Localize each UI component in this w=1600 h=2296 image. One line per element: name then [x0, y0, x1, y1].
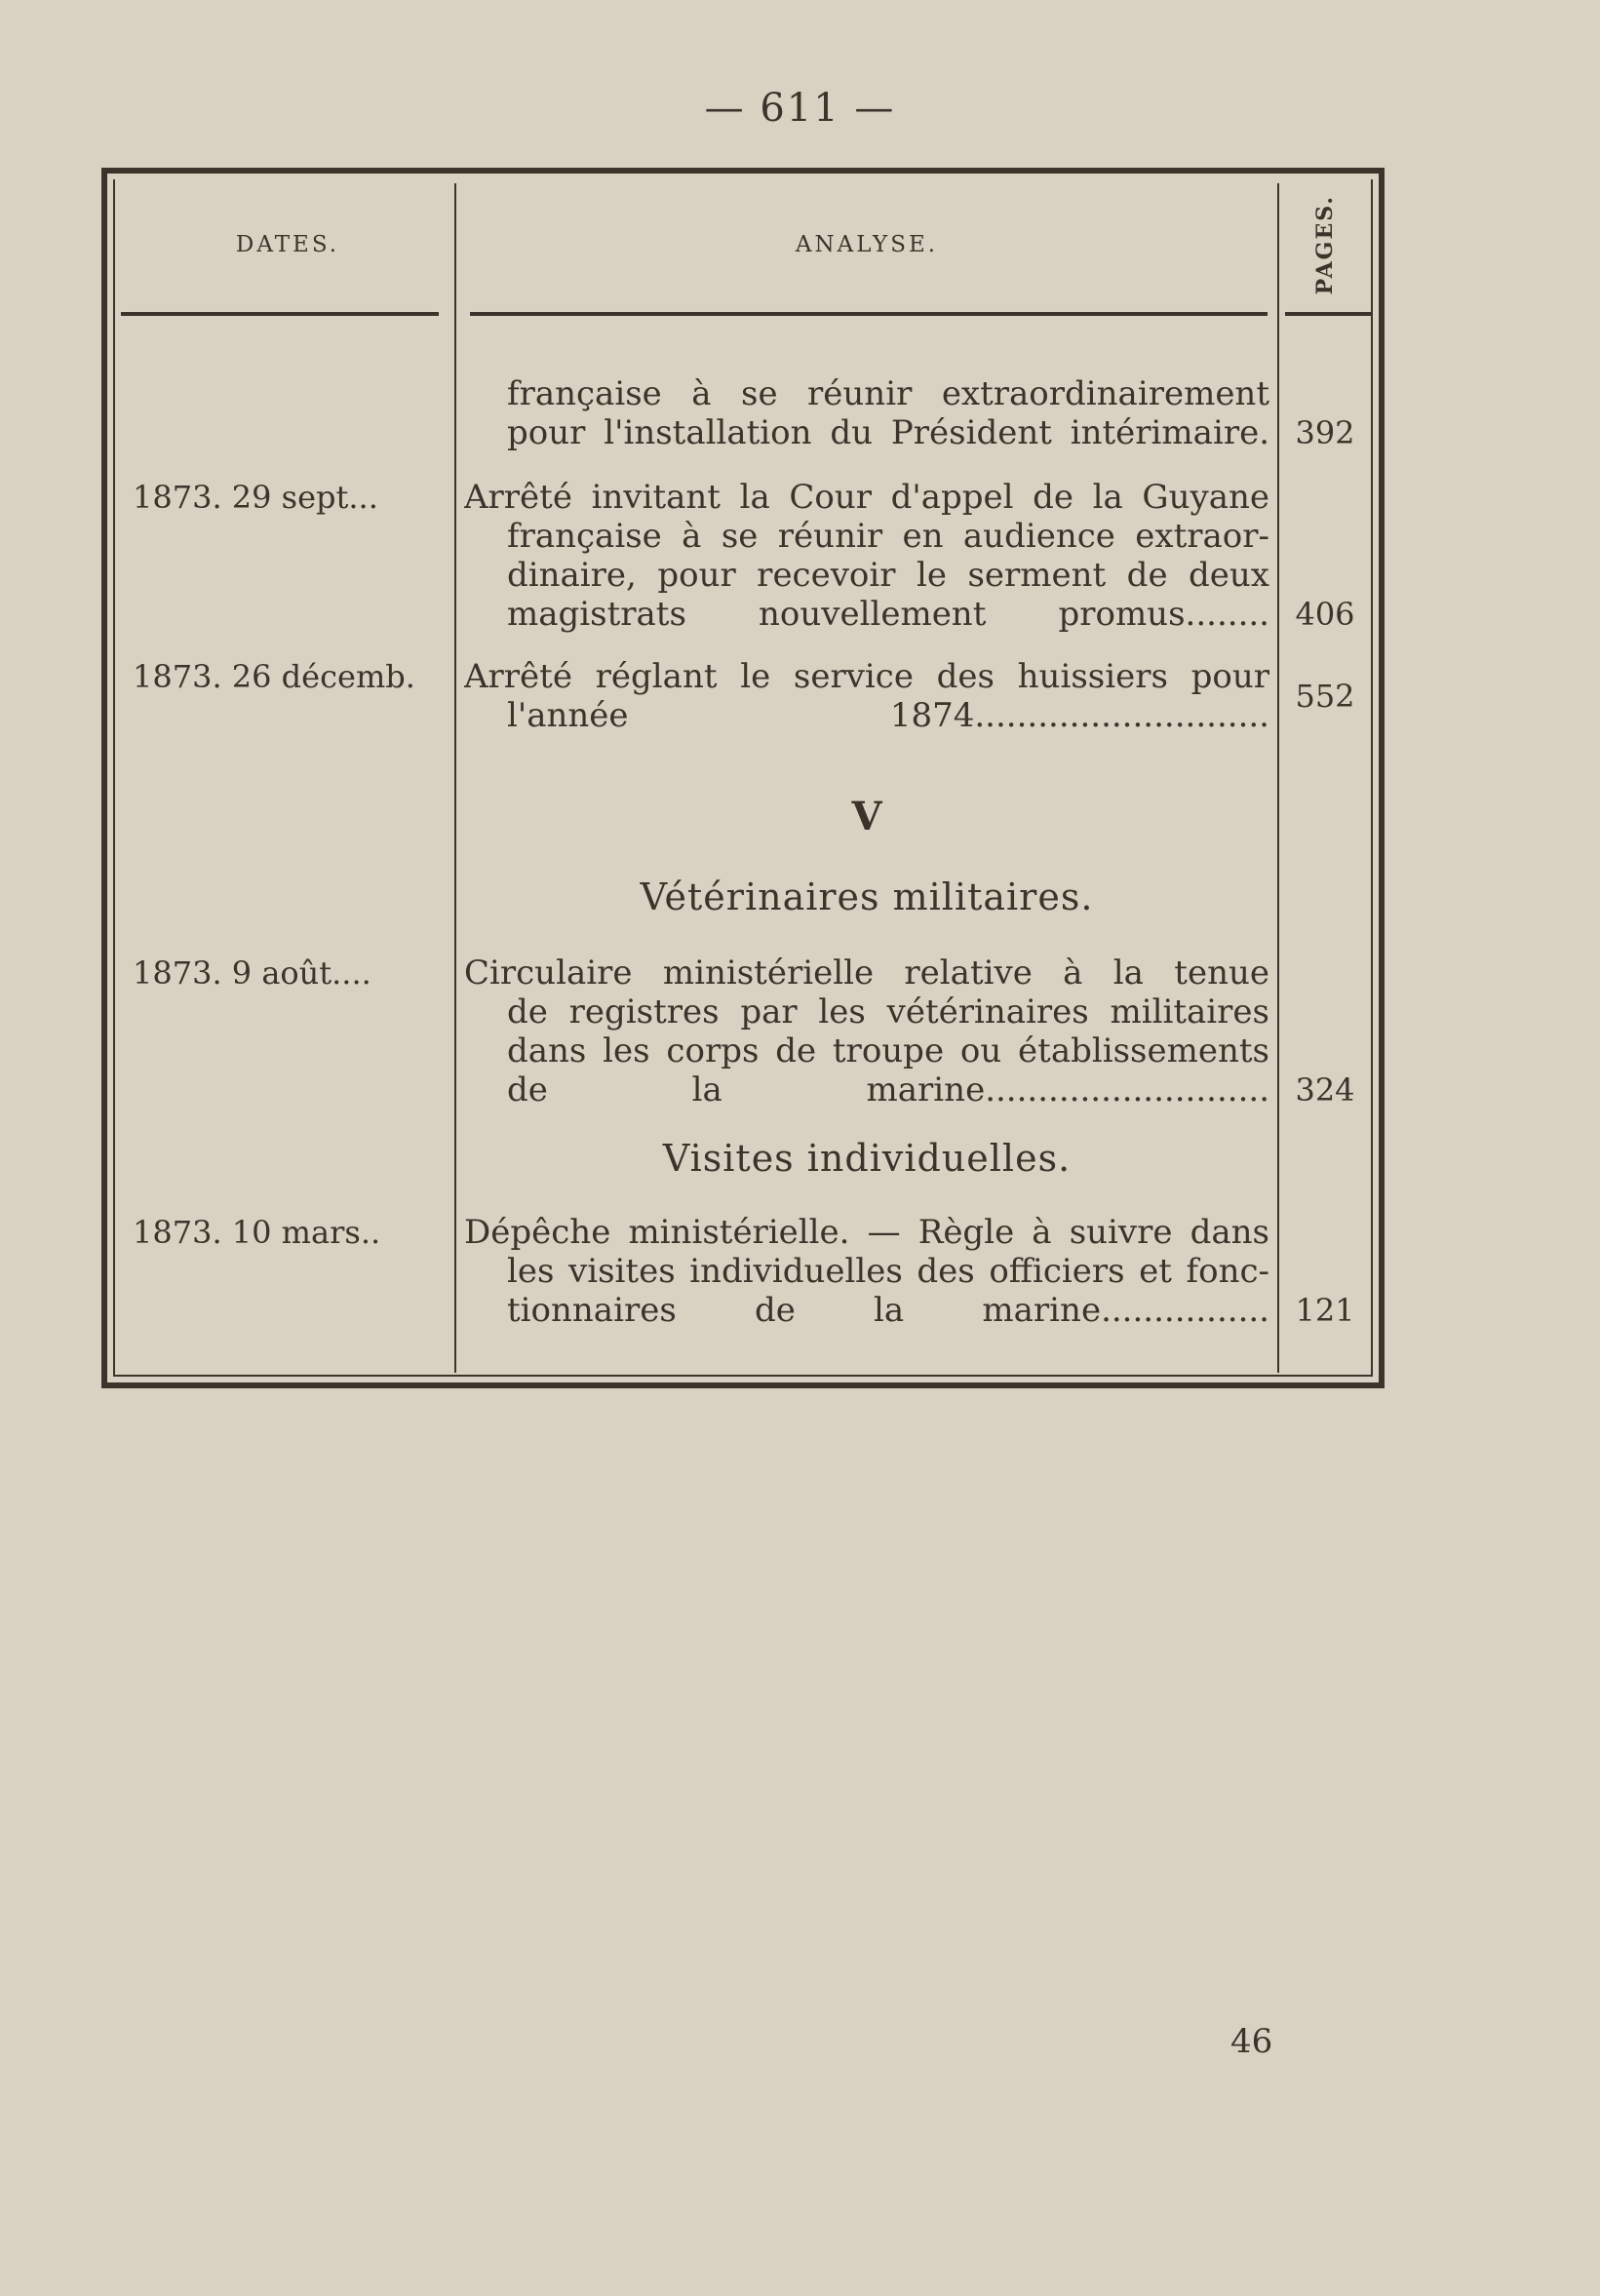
index-table [101, 168, 1385, 1388]
entry-page: 121 [1295, 1292, 1355, 1329]
entry-line: Circulaire ministérielle relative à la tenue [464, 953, 1269, 992]
entry-line: pour l'installation du Président intérimaire. [507, 413, 1269, 452]
entry-line: l'année 1874............................ [507, 696, 1269, 735]
entry-date: 1873. 26 décemb. [133, 658, 415, 695]
header-dates: DATES. [235, 232, 340, 257]
entry-page: 324 [1295, 1071, 1355, 1109]
column-divider-dates [454, 183, 456, 1373]
entry-analysis [464, 657, 1269, 735]
header-rule-dates [121, 312, 439, 316]
entry-analysis [464, 478, 1269, 634]
entry-line: de la marine........................... [507, 1070, 1269, 1109]
section-title: Vétérinaires militaires. [640, 876, 1094, 918]
column-divider-pages [1277, 183, 1279, 1373]
page-number: — 611 — [704, 86, 896, 131]
entry-line: de registres par les vétérinaires militaires [507, 992, 1269, 1031]
entry-page: 552 [1295, 678, 1355, 715]
entry-analysis [464, 1213, 1269, 1330]
entry-line: les visites individuelles des officiers et fonc- [507, 1252, 1269, 1291]
entry-line: tionnaires de la marine................ [507, 1291, 1269, 1330]
entry-analysis [464, 374, 1269, 452]
entry-line: Arrêté réglant le service des huissiers pour [464, 657, 1269, 696]
entry-line: Dépêche ministérielle. — Règle à suivre dans [464, 1213, 1269, 1252]
header-pages: PAGES. [1312, 195, 1338, 295]
entry-date: 1873. 29 sept... [133, 479, 378, 516]
header-rule-pages [1285, 312, 1373, 316]
entry-line: française à se réunir extraordinairement [507, 374, 1269, 413]
entry-line: française à se réunir en audience extraor- [507, 517, 1269, 556]
entry-date: 1873. 10 mars.. [133, 1214, 381, 1251]
entry-date: 1873. 9 août.... [133, 954, 371, 992]
section-title: Visites individuelles. [662, 1137, 1072, 1180]
header-analyse: ANALYSE. [795, 232, 939, 257]
entry-page: 392 [1295, 414, 1355, 451]
entry-analysis [464, 953, 1269, 1109]
entry-line: Arrêté invitant la Cour d'appel de la Guyane [464, 478, 1269, 517]
signature-number: 46 [1230, 2022, 1273, 2061]
entry-page: 406 [1295, 596, 1355, 633]
header-rule-analyse [470, 312, 1268, 316]
section-letter: V [851, 794, 882, 839]
entry-line: dans les corps de troupe ou établissements [507, 1031, 1269, 1070]
entry-line: dinaire, pour recevoir le serment de deux [507, 556, 1269, 595]
entry-line: magistrats nouvellement promus........ [507, 595, 1269, 634]
